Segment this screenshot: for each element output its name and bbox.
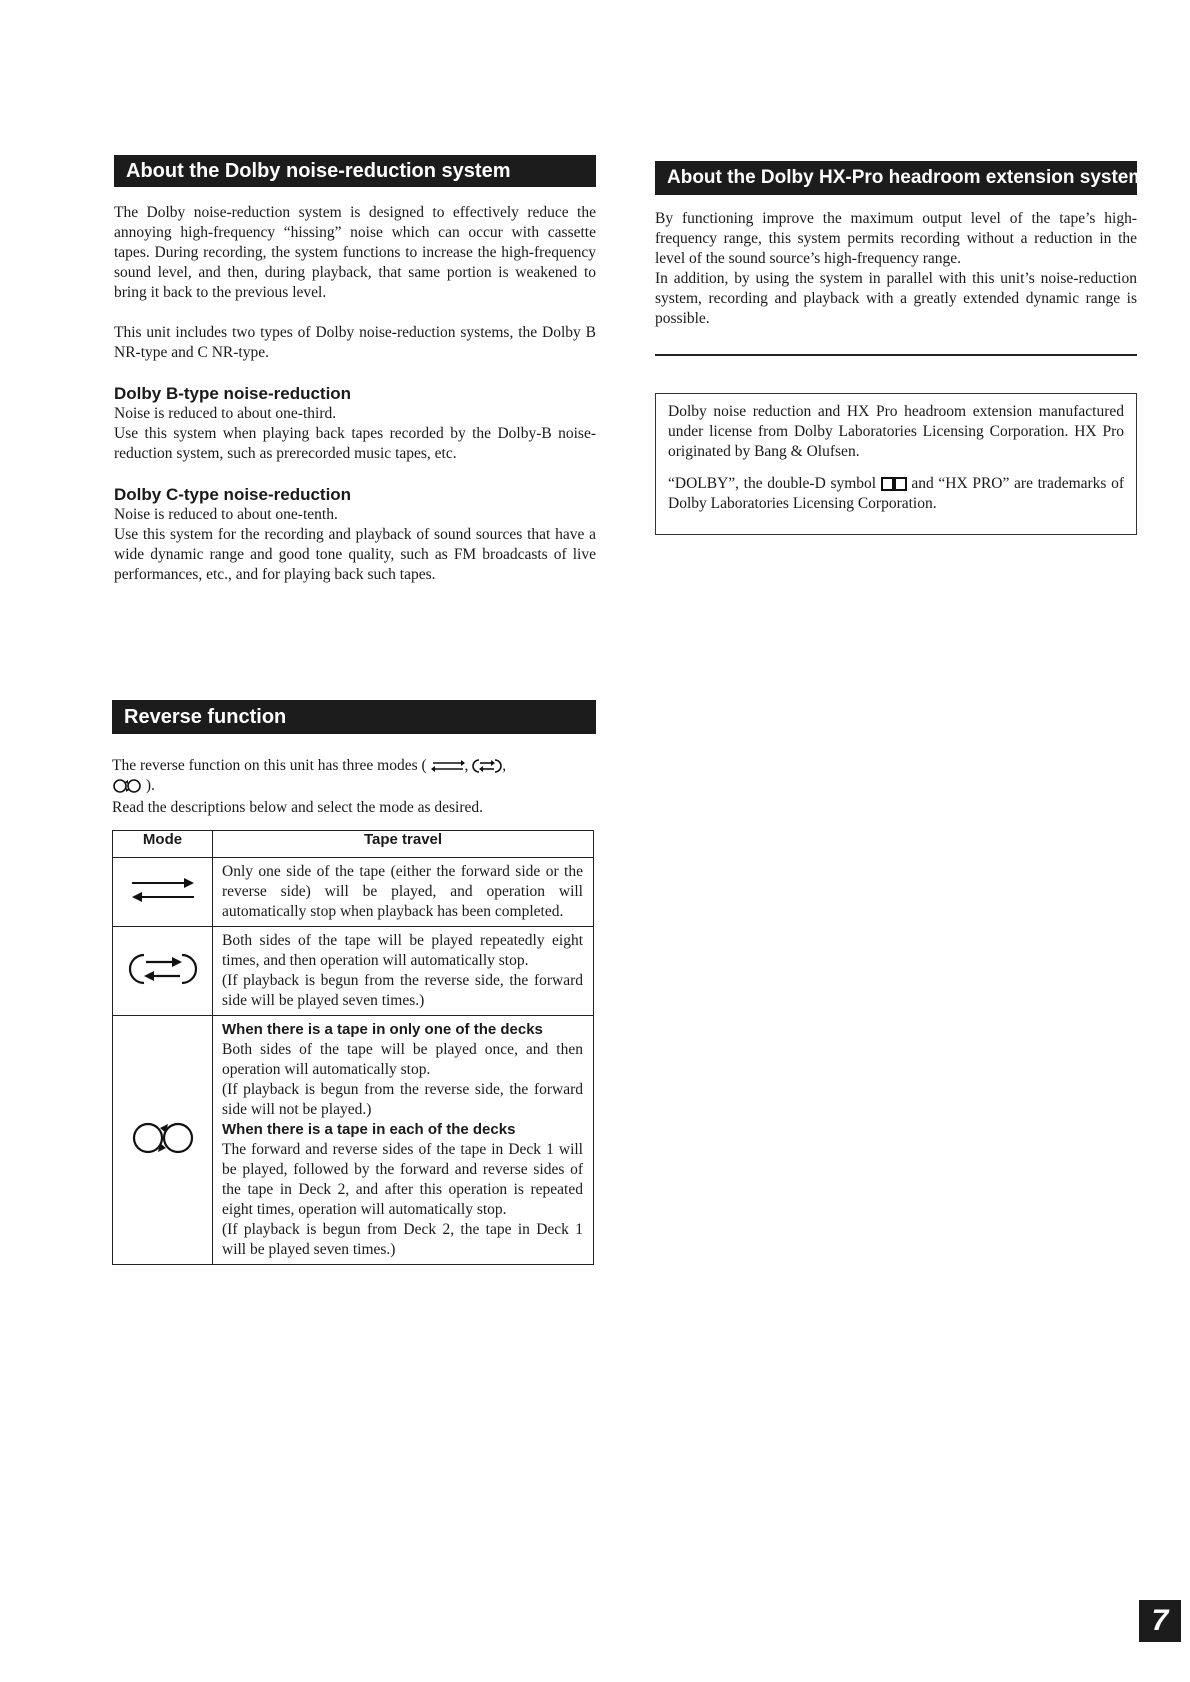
tape-travel-cell-one-way bbox=[213, 858, 594, 927]
dolby-nr-section bbox=[114, 155, 596, 585]
table-row bbox=[113, 1016, 594, 1265]
reverse-intro-sep-1: , bbox=[464, 757, 469, 774]
relay-loop-icon bbox=[112, 778, 142, 794]
mode-cell-one-way bbox=[113, 858, 213, 927]
tape-travel-cell-repeat bbox=[213, 927, 594, 1016]
reverse-intro-2: Read the descriptions below and select the mode as desired. bbox=[112, 799, 484, 816]
relay-both-decks-subheading: When there is a tape in each of the decks bbox=[222, 1121, 516, 1138]
license-paragraph-2-after: and “HX PRO” are trademarks of Dolby Laboratories Licensing Corporation. bbox=[668, 475, 1125, 512]
hx-pro-paragraph-1: By functioning improve the maximum output level of the tape’s high-frequency range, this system permits recording without a reduction in the level of the sound source’s high-frequency range. bbox=[655, 210, 1137, 267]
header-tape-travel: Tape travel bbox=[213, 831, 594, 858]
header-mode: Mode bbox=[113, 831, 213, 858]
dolby-b-line-2: Use this system when playing back tapes recorded by the Dolby-B noise-reduction system, such as prerecorded music tapes, etc. bbox=[114, 425, 596, 462]
table-row bbox=[113, 927, 594, 1016]
table-row bbox=[113, 858, 594, 927]
reverse-function-title: Reverse function bbox=[112, 700, 596, 734]
license-paragraph-2 bbox=[668, 474, 1124, 514]
relay-one-deck-subheading: When there is a tape in only one of the decks bbox=[222, 1021, 543, 1038]
section-divider bbox=[655, 354, 1137, 356]
reverse-intro-before: The reverse function on this unit has three modes ( bbox=[112, 757, 427, 774]
repeat-loop-icon bbox=[472, 758, 502, 774]
relay-description-2: (If playback is begun from the reverse side, the forward side will not be played.) bbox=[222, 1081, 583, 1118]
hx-pro-section bbox=[655, 161, 1146, 329]
mode-cell-repeat bbox=[113, 927, 213, 1016]
reverse-function-section bbox=[112, 700, 596, 1265]
reverse-mode-table bbox=[112, 830, 594, 1265]
relay-description-4: (If playback is begun from Deck 2, the tape in Deck 1 will be played seven times.) bbox=[222, 1221, 583, 1258]
hx-pro-title: About the Dolby HX-Pro headroom extension system bbox=[655, 161, 1137, 195]
one-way-arrows-icon bbox=[431, 759, 465, 773]
license-notice-box bbox=[655, 393, 1137, 535]
dolby-c-line-2: Use this system for the recording and playback of sound sources that have a wide dynamic range and good tone quality, such as FM broadcasts of live performances, etc., and for playing back such tapes. bbox=[114, 526, 596, 583]
reverse-intro bbox=[112, 756, 596, 796]
page-number: 7 bbox=[1139, 1600, 1181, 1642]
hx-pro-paragraph-2: In addition, by using the system in parallel with this unit’s noise-reduction system, recording and playback with a greatly extended dynamic range is possible. bbox=[655, 270, 1137, 327]
dolby-double-d-icon bbox=[881, 477, 907, 491]
one-way-description: Only one side of the tape (either the forward side or the reverse side) will be played, and operation will automatically stop when playback has been completed. bbox=[222, 863, 583, 920]
dolby-c-heading: Dolby C-type noise-reduction bbox=[114, 485, 352, 504]
relay-description-1: Both sides of the tape will be played once, and then operation will automatically stop. bbox=[222, 1041, 583, 1078]
license-paragraph-2-before: “DOLBY”, the double-D symbol bbox=[668, 475, 877, 492]
one-way-arrows-icon bbox=[130, 875, 196, 905]
dolby-nr-paragraph-2: This unit includes two types of Dolby noise-reduction systems, the Dolby B NR-type and C NR-type. bbox=[114, 324, 596, 361]
dolby-b-line-1: Noise is reduced to about one-third. bbox=[114, 405, 337, 422]
mode-cell-relay bbox=[113, 1016, 213, 1265]
dolby-c-line-1: Noise is reduced to about one-tenth. bbox=[114, 506, 338, 523]
license-paragraph-1: Dolby noise reduction and HX Pro headroom extension manufactured under license from Dolby Laboratories Licensing Corporation. HX Pro originated by Bang & Olufsen. bbox=[668, 403, 1124, 460]
reverse-intro-after: ). bbox=[145, 777, 155, 794]
dolby-nr-title: About the Dolby noise-reduction system bbox=[114, 155, 596, 187]
repeat-loop-icon bbox=[128, 949, 198, 989]
repeat-description-2: (If playback is begun from the reverse side, the forward side will be played seven times.) bbox=[222, 972, 583, 1009]
repeat-description-1: Both sides of the tape will be played repeatedly eight times, and then operation will automatically stop. bbox=[222, 932, 583, 969]
reverse-intro-sep-2: , bbox=[502, 757, 507, 774]
dolby-nr-paragraph-1: The Dolby noise-reduction system is designed to effectively reduce the annoying high-frequency “hissing” noise which can occur with cassette tapes. During recording, the system functions to increase the high-frequency sound level, and then, during playback, that same portion is weakened to bring it back to the previous level. bbox=[114, 204, 596, 301]
table-header-row bbox=[113, 831, 594, 858]
relay-loop-icon bbox=[128, 1118, 198, 1158]
tape-travel-cell-relay bbox=[213, 1016, 594, 1265]
relay-description-3: The forward and reverse sides of the tape in Deck 1 will be played, followed by the forward and reverse sides of the tape in Deck 2, and after this operation is repeated eight times, operation will automatically stop. bbox=[222, 1141, 583, 1218]
dolby-b-heading: Dolby B-type noise-reduction bbox=[114, 384, 352, 403]
